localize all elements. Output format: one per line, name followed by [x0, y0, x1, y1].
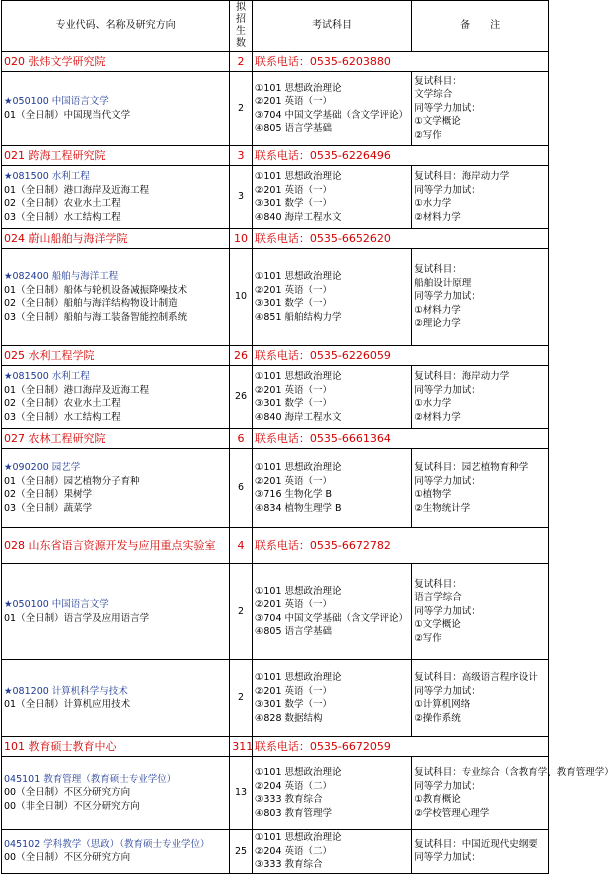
exam-subject: ②201 英语（一） [254, 475, 333, 487]
research-direction: 02（全日制）农业水土工程 [4, 398, 121, 409]
exam-subject: ①101 思想政治理论 [254, 585, 342, 597]
exam-subject: ①101 思想政治理论 [254, 672, 342, 683]
research-direction: 03（全日制）水工结构工程 [4, 211, 121, 223]
research-direction: 01（全日制）园艺植物分子育种 [4, 475, 140, 487]
admissions-table [1, 0, 614, 874]
research-direction: 03（全日制）船舶与海工装备智能控制系统 [4, 311, 188, 323]
institute-row [2, 346, 549, 366]
remark-line: 复试科目： [414, 264, 462, 276]
remark-line: 复试科目：海岸动力学 [414, 371, 510, 382]
research-direction: 01（全日制）船体与轮机设备减振降噪技术 [4, 284, 188, 296]
remarks [412, 757, 614, 830]
remark-line: 船舶设计原理 [414, 277, 472, 289]
major-count: 6 [230, 449, 253, 528]
major-count: 10 [230, 249, 253, 346]
remark-line: 语言学综合 [414, 592, 462, 604]
institute-contact: 联系电话：0535-6203880 [252, 52, 548, 72]
exam-subject: ③704 中国文学基础（含文学评论） [254, 109, 409, 121]
institute-contact: 联系电话：0535-6661364 [252, 429, 548, 449]
institute-name: 021 跨海工程研究院 [2, 146, 230, 166]
remark-line: ②生物统计学 [414, 502, 471, 514]
major-code: ★050100 中国语言文学 [4, 599, 109, 610]
institute-count: 10 [230, 229, 253, 249]
header-notes: 备 注 [412, 1, 549, 52]
exam-subject: ④840 海岸工程水文 [254, 211, 342, 223]
exam-subject: ④828 数据结构 [254, 712, 323, 724]
remark-line: 同等学力加试： [414, 475, 481, 487]
major-code: ★081500 水利工程 [4, 371, 90, 382]
exam-subject: ①101 思想政治理论 [254, 832, 342, 843]
header-count: 拟招生数 [230, 1, 253, 52]
exam-subject: ①101 思想政治理论 [254, 82, 342, 94]
major-info [2, 449, 230, 528]
exam-subject: ②204 英语（二） [254, 845, 333, 857]
major-row [2, 166, 549, 229]
remark-line: 同等学力加试： [414, 852, 481, 864]
exam-subject: ④803 教育管理学 [254, 807, 333, 819]
exam-subject: ②204 英语（二） [254, 780, 333, 792]
exam-subjects [252, 564, 411, 660]
remarks [412, 660, 549, 737]
exam-subject: ①101 思想政治理论 [254, 171, 342, 182]
remark-line: 复试科目：中国近现代史纲要 [414, 838, 538, 850]
research-direction: 01（全日制）港口海岸及近海工程 [4, 184, 150, 196]
remark-line: ①计算机网络 [414, 699, 471, 710]
institute-contact: 联系电话：0535-6226059 [252, 346, 548, 366]
exam-subject: ④834 植物生理学 B [254, 502, 342, 514]
research-direction: 02（全日制）农业水土工程 [4, 198, 121, 209]
exam-subject: ④851 船舶结构力学 [254, 311, 342, 323]
institute-row [2, 429, 549, 449]
exam-subject: ③716 生物化学 B [254, 489, 333, 500]
institute-name: 020 张炜文学研究院 [2, 52, 230, 72]
major-info [2, 757, 230, 830]
major-row [2, 830, 549, 874]
institute-contact: 联系电话：0535-6652620 [252, 229, 548, 249]
major-count: 26 [230, 366, 253, 429]
header-major: 专业代码、名称及研究方向 [2, 1, 230, 52]
institute-name: 025 水利工程学院 [2, 346, 230, 366]
major-code: ★090200 园艺学 [4, 462, 81, 473]
exam-subject: ①101 思想政治理论 [254, 271, 342, 282]
remark-line: 文学综合 [414, 89, 453, 101]
major-info [2, 660, 230, 737]
exam-subjects [252, 72, 411, 146]
exam-subject: ③301 数学（一） [254, 298, 333, 309]
exam-subject: ④805 语言学基础 [254, 123, 333, 134]
remark-line: 复试科目：海岸动力学 [414, 171, 510, 182]
major-code: ★081500 水利工程 [4, 171, 90, 182]
exam-subject: ③301 数学（一） [254, 198, 333, 209]
remark-line: ②材料力学 [414, 211, 461, 223]
exam-subjects [252, 660, 411, 737]
exam-subjects [252, 249, 411, 346]
institute-count: 2 [230, 52, 253, 72]
research-direction: 01（全日制）港口海岸及近海工程 [4, 384, 150, 396]
remark-line: 同等学力加试： [414, 291, 481, 303]
institute-count: 26 [230, 346, 253, 366]
header-row [2, 1, 549, 52]
institute-count: 6 [230, 429, 253, 449]
research-direction: 01（全日制）语言学及应用语言学 [4, 612, 150, 624]
remark-line: ①文学概论 [414, 116, 461, 128]
remarks [412, 366, 549, 429]
major-row [2, 366, 549, 429]
institute-row [2, 52, 549, 72]
major-count: 2 [230, 72, 253, 146]
major-info [2, 249, 230, 346]
major-row [2, 249, 549, 346]
major-code: 045101 教育管理（教育硕士专业学位） [4, 773, 177, 785]
remark-line: ②学校管理心理学 [414, 807, 490, 819]
institute-count: 4 [230, 528, 253, 564]
remark-line: 同等学力加试： [414, 605, 481, 617]
institute-row [2, 146, 549, 166]
exam-subjects [252, 366, 411, 429]
remark-line: 复试科目：高级语言程序设计 [414, 672, 538, 683]
exam-subject: ③333 教育综合 [254, 794, 323, 805]
exam-subject: ①101 思想政治理论 [254, 767, 342, 778]
major-row [2, 660, 549, 737]
remark-line: 同等学力加试： [414, 780, 481, 792]
exam-subjects [252, 757, 411, 830]
exam-subject: ④805 语言学基础 [254, 626, 333, 637]
remark-line: 复试科目：专业综合（含教育学、教育管理学） [414, 767, 614, 778]
remark-line: 复试科目： [414, 75, 462, 87]
institute-name: 024 蔚山船舶与海洋学院 [2, 229, 230, 249]
exam-subject: ②201 英语（一） [254, 384, 333, 396]
research-direction: 02（全日制）船舶与海洋结构物设计制造 [4, 298, 178, 309]
remark-line: ①水力学 [414, 398, 452, 409]
major-code: ★050100 中国语言文学 [4, 96, 109, 107]
remark-line: ①教育概论 [414, 794, 461, 805]
remarks [412, 72, 549, 146]
major-count: 13 [230, 757, 253, 830]
major-row [2, 449, 549, 528]
exam-subject: ②201 英语（一） [254, 685, 333, 697]
remark-line: ①水力学 [414, 198, 452, 209]
research-direction: 01（全日制）中国现当代文学 [4, 109, 131, 121]
exam-subjects [252, 830, 411, 874]
major-count: 3 [230, 166, 253, 229]
exam-subjects [252, 449, 411, 528]
exam-subject: ③301 数学（一） [254, 699, 333, 710]
remark-line: 同等学力加试： [414, 102, 481, 114]
research-direction: 00（全日制）不区分研究方向 [4, 787, 131, 799]
institute-row [2, 528, 549, 564]
major-count: 25 [230, 830, 253, 874]
major-info [2, 830, 230, 874]
major-row [2, 757, 549, 830]
remark-line: 同等学力加试： [414, 184, 481, 196]
remark-line: ②理论力学 [414, 318, 461, 330]
major-info [2, 564, 230, 660]
remark-line: 复试科目：园艺植物育种学 [414, 462, 529, 473]
major-info [2, 72, 230, 146]
institute-contact: 联系电话：0535-6226496 [252, 146, 548, 166]
exam-subject: ③333 教育综合 [254, 859, 323, 870]
institute-row [2, 737, 549, 757]
institute-contact: 联系电话：0535-6672782 [252, 528, 548, 564]
remark-line: ①材料力学 [414, 304, 461, 316]
major-count: 2 [230, 564, 253, 660]
institute-name: 027 农林工程研究院 [2, 429, 230, 449]
major-row [2, 564, 549, 660]
remarks [412, 249, 549, 346]
exam-subject: ①101 思想政治理论 [254, 462, 342, 473]
remark-line: 同等学力加试： [414, 685, 481, 697]
remark-line: 复试科目： [414, 578, 462, 590]
exam-subjects [252, 166, 411, 229]
remark-line: 同等学力加试： [414, 384, 481, 396]
remark-line: ②材料力学 [414, 411, 461, 423]
table-body [2, 52, 614, 874]
research-direction: 00（非全日制）不区分研究方向 [4, 800, 140, 812]
major-code: 045102 学科教学（思政）（教育硕士专业学位） [4, 838, 210, 850]
remark-line: ②写作 [414, 632, 442, 644]
exam-subject: ②201 英语（一） [254, 184, 333, 196]
major-row [2, 72, 549, 146]
remark-line: ②操作系统 [414, 712, 461, 724]
major-code: ★082400 船舶与海洋工程 [4, 271, 119, 282]
remarks [412, 830, 549, 874]
institute-count: 311 [230, 737, 253, 757]
remarks [412, 449, 549, 528]
header-subjects: 考试科目 [252, 1, 411, 52]
research-direction: 00（全日制）不区分研究方向 [4, 852, 131, 864]
institute-row [2, 229, 549, 249]
major-info [2, 166, 230, 229]
exam-subject: ③301 数学（一） [254, 398, 333, 409]
institute-contact: 联系电话：0535-6672059 [252, 737, 548, 757]
research-direction: 03（全日制）蔬菜学 [4, 502, 93, 514]
major-count: 2 [230, 660, 253, 737]
exam-subject: ①101 思想政治理论 [254, 371, 342, 382]
remark-line: ①文学概论 [414, 619, 461, 631]
exam-subject: ③704 中国文学基础（含文学评论） [254, 612, 409, 624]
institute-name: 028 山东省语言资源开发与应用重点实验室 [2, 528, 230, 564]
major-info [2, 366, 230, 429]
exam-subject: ②201 英语（一） [254, 284, 333, 296]
research-direction: 01（全日制）计算机应用技术 [4, 699, 131, 710]
exam-subject: ②201 英语（一） [254, 599, 333, 610]
major-code: ★081200 计算机科学与技术 [4, 685, 128, 697]
remarks [412, 564, 549, 660]
exam-subject: ②201 英语（一） [254, 96, 333, 107]
remark-line: ①植物学 [414, 489, 452, 500]
institute-count: 3 [230, 146, 253, 166]
remark-line: ②写作 [414, 129, 442, 141]
remarks [412, 166, 549, 229]
research-direction: 03（全日制）水工结构工程 [4, 411, 121, 423]
research-direction: 02（全日制）果树学 [4, 489, 93, 500]
institute-name: 101 教育硕士教育中心 [2, 737, 230, 757]
exam-subject: ④840 海岸工程水文 [254, 411, 342, 423]
